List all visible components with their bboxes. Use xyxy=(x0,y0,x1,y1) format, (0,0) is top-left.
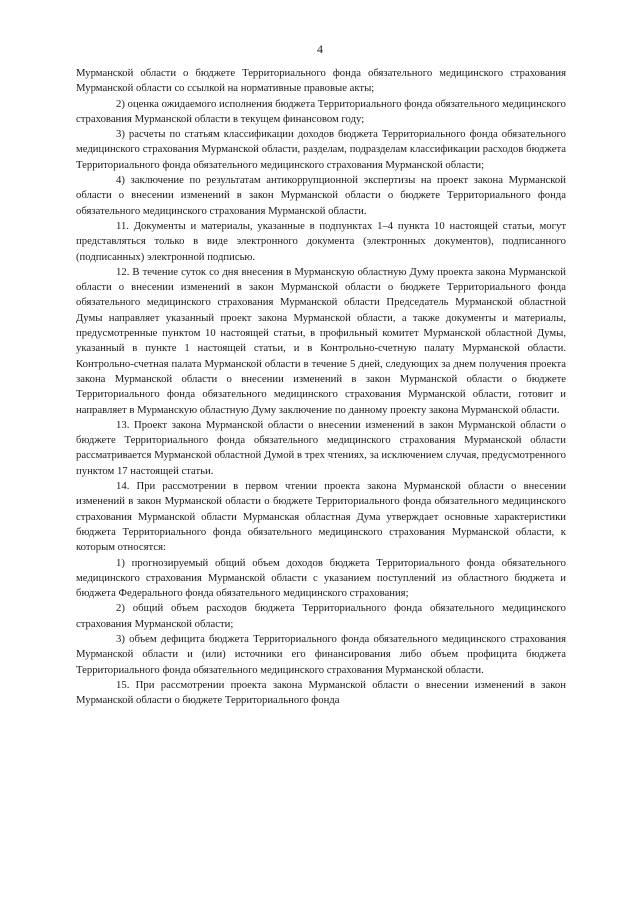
paragraph-continuation: Мурманской области о бюджете Территориального фонда обязательного медицинского страхования Мурманской области со ссылкой на нормативные правовые акты; xyxy=(76,67,566,95)
paragraph-clause-14: 14. При рассмотрении в первом чтении проекта закона Мурманской области о внесении изменений в закон Мурманской области о бюджете Территориального фонда обязательного медицинского страхования Мурманской области Мурманская областная Дума утверждает основные характеристики бюджета Территориального фонда обязательного медицинского страхования Мурманской области, к которым относятся: xyxy=(76,480,566,554)
paragraph-item-3: 3) расчеты по статьям классификации доходов бюджета Территориального фонда обязательного медицинского страхования Мурманской области, разделам, подразделам классификации расходов бюджета Территориального фонда обязательного медицинского страхования Мурманской области; xyxy=(76,128,566,171)
paragraph-subitem-1: 1) прогнозируемый общий объем доходов бюджета Территориального фонда обязательного медицинского страхования Мурманской области с указанием поступлений из областного бюджета и бюджета Федерального фонда обязательного медицинского страхования; xyxy=(76,556,566,600)
paragraph-clause-13: 13. Проект закона Мурманской области о внесении изменений в закон Мурманской области о бюджете Территориального фонда обязательного медицинского страхования Мурманской области рассматривается Мурманской областной Думой в трех чтениях, за исключением случая, предусмотренного пунктом 17 настоящей статьи. xyxy=(76,418,566,477)
paragraph-clause-11: 11. Документы и материалы, указанные в подпунктах 1–4 пункта 10 настоящей статьи, могут представляться только в виде электронного документа (электронных документов), подписанного (подписанных) электронной подписью. xyxy=(76,219,566,263)
paragraph-item-2: 2) оценка ожидаемого исполнения бюджета Территориального фонда обязательного медицинского страхования Мурманской области в текущем финансовом году; xyxy=(76,97,566,125)
paragraph-item-4: 4) заключение по результатам антикоррупционной экспертизы на проект закона Мурманской области о внесении изменений в закон Мурманской области о бюджете Территориального фонда обязательного медицинского страхования Мурманской области. xyxy=(76,174,566,217)
document-body xyxy=(76,66,566,708)
paragraph-clause-12: 12. В течение суток со дня внесения в Мурманскую областную Думу проекта закона Мурманской области о внесении изменений в закон Мурманской области о бюджете Территориального фонда обязательного медицинского страхования Мурманской области Председатель Мурманской областной Думы направляет указанный проект закона Мурманской области, а также документы и материалы, предусмотренные пунктом 10 настоящей статьи, в профильный комитет Мурманской областной Думы, указанный в пункте 1 настоящей статьи, и в Контрольно-счетную палату Мурманской области. Контрольно-счетная палата Мурманской области в течение 5 дней, следующих за днем получения проекта закона Мурманской области о внесении изменений в закон Мурманской области о бюджете Территориального фонда обязательного медицинского страхования Мурманской области, готовит и направляет в Мурманскую областную Думу заключение по данному проекту закона Мурманской области. xyxy=(76,265,566,416)
paragraph-subitem-2: 2) общий объем расходов бюджета Территориального фонда обязательного медицинского страхования Мурманской области; xyxy=(76,602,566,630)
paragraph-subitem-3: 3) объем дефицита бюджета Территориального фонда обязательного медицинского страхования Мурманской области и (или) источники его финансирования либо объем профицита бюджета Территориального фонда обязательного медицинского страхования Мурманской области. xyxy=(76,632,566,676)
paragraph-clause-15: 15. При рассмотрении проекта закона Мурманской области о внесении изменений в закон Мурманской области о бюджете Территориального фонда xyxy=(76,678,566,707)
page-number: 4 xyxy=(317,42,323,56)
